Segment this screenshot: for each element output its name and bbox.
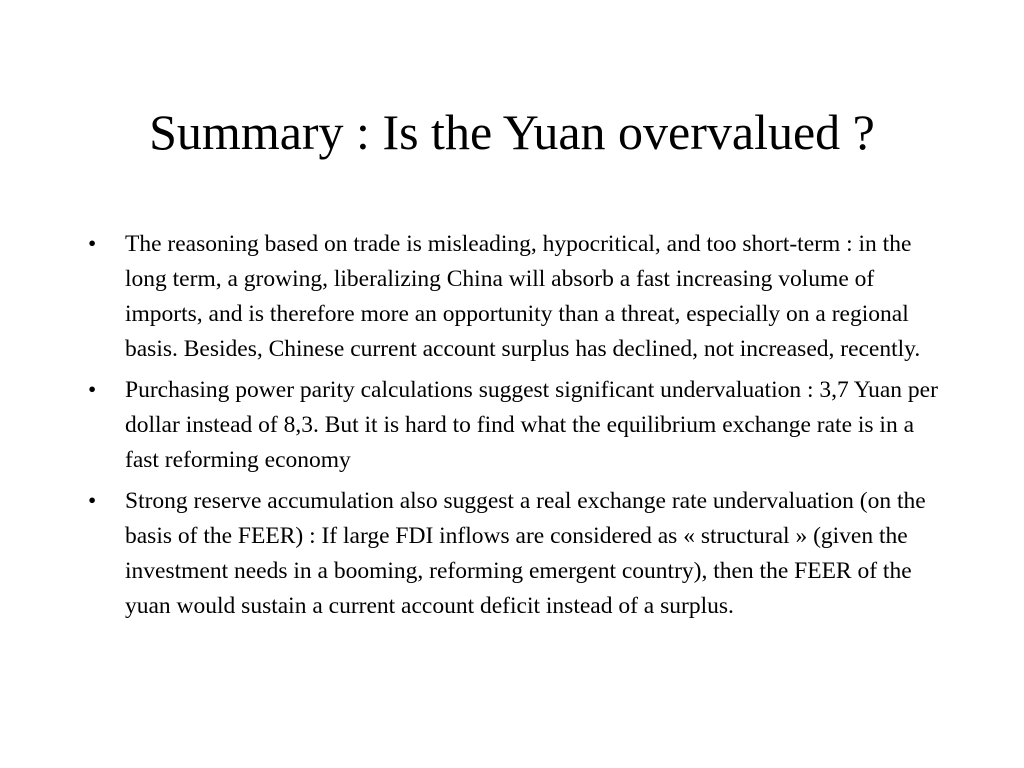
bullet-icon: • [88,377,97,403]
bullet-icon: • [88,231,97,257]
bullet-text: Strong reserve accumulation also suggest a real exchange rate undervaluation (on the basis of the FEER) : If large FDI inflows are considered as « structural » (given the investment needs in a booming, reforming emergent country), then the FEER of the yuan would sustain a current account deficit instead of a surplus. [125,488,926,619]
bullet-icon: • [88,488,97,514]
bullet-list [88,227,948,630]
bullet-text: Purchasing power parity calculations suggest significant undervaluation : 3,7 Yuan per dollar instead of 8,3. But it is hard to find what the equilibrium exchange rate is in a fast reforming economy [125,377,938,473]
bullet-text: The reasoning based on trade is misleading, hypocritical, and too short-term : in the long term, a growing, liberalizing China will absorb a fast increasing volume of imports, and is therefore more an opportunity than a threat, especially on a regional basis. Besides, Chinese current account surplus has declined, not increased, recently. [125,231,921,362]
bullet-item [88,484,948,624]
slide-title: Summary : Is the Yuan overvalued ? [149,104,875,160]
bullet-item [88,227,948,367]
bullet-item [88,373,948,478]
